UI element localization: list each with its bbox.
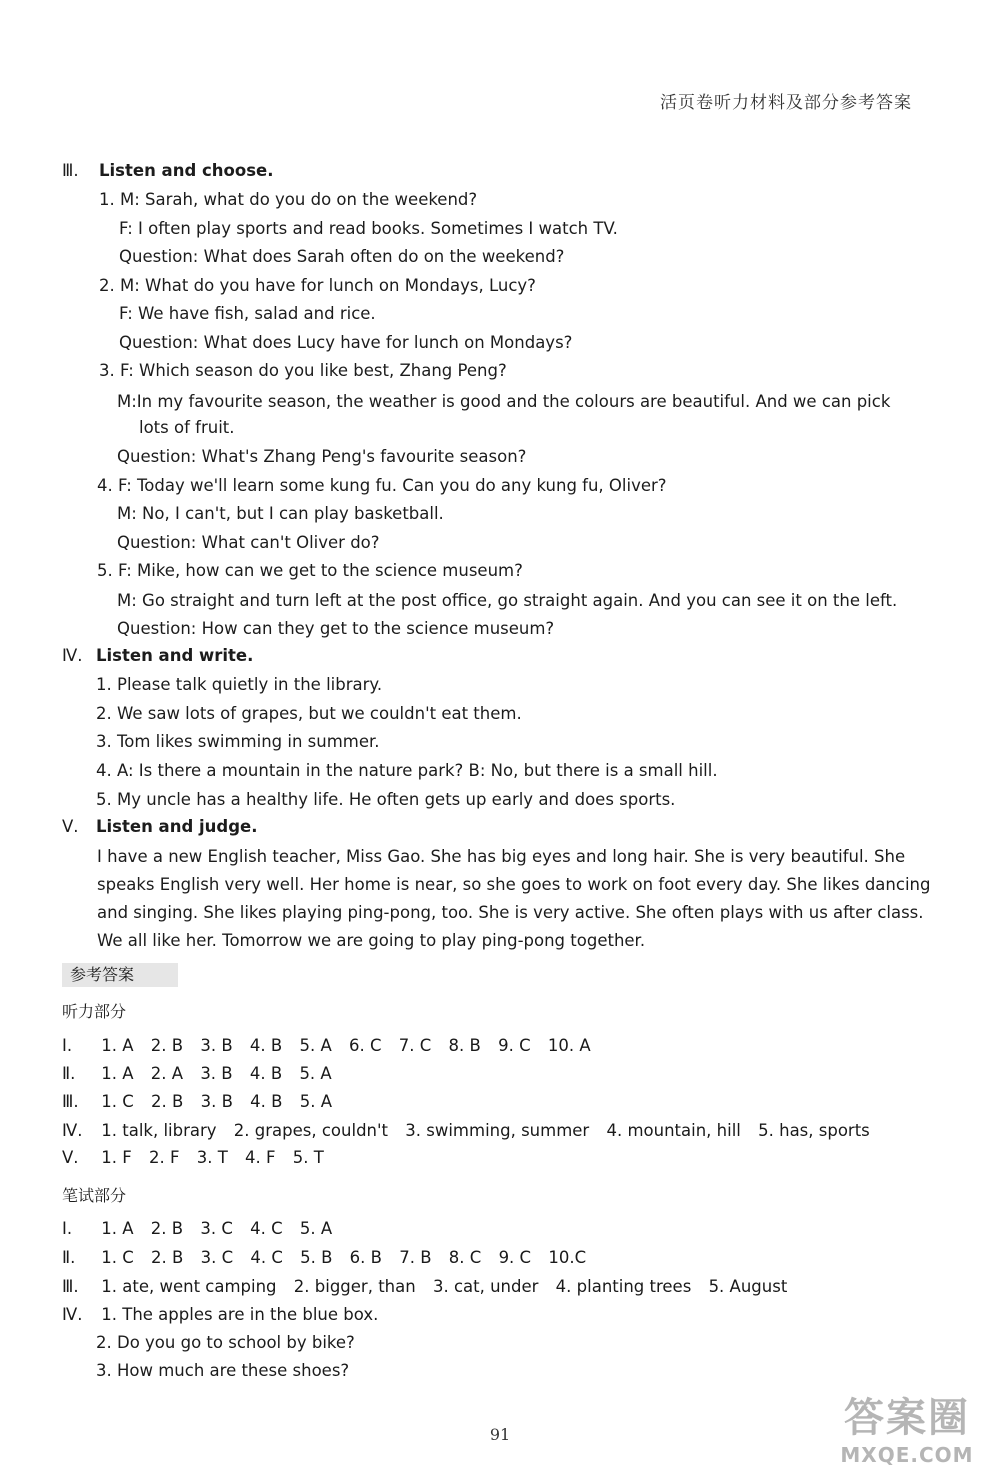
answer-item: 7. B (399, 1248, 432, 1267)
row-number: Ⅱ. (62, 1064, 76, 1083)
passage-line: We all like her. Tomorrow we are going to play ping-pong together. (97, 931, 646, 950)
dialog-line: F: I often play sports and read books. Sometimes I watch TV. (119, 219, 618, 238)
dialog-line: 3. F: Which season do you like best, Zhang Peng? (99, 361, 507, 380)
listening-answer-row (62, 1091, 344, 1113)
passage-line: I have a new English teacher, Miss Gao. She has big eyes and long hair. She is very beautiful. She (97, 847, 906, 866)
written-answer-row (62, 1218, 344, 1240)
dialog-line: M:In my favourite season, the weather is good and the colours are beautiful. And we can pick (117, 392, 891, 411)
answer-item: 1. ate, went camping (101, 1277, 277, 1296)
dialog-line: 4. F: Today we'll learn some kung fu. Can you do any kung fu, Oliver? (97, 476, 667, 495)
answer-item: 3. cat, under (432, 1277, 539, 1296)
dialog-line: 5. F: Mike, how can we get to the science museum? (97, 561, 523, 580)
sentence-line: 3. Tom likes swimming in summer. (96, 732, 380, 751)
dialog-line: 1. M: Sarah, what do you do on the weekend? (99, 190, 478, 209)
answer-item: 2. A (150, 1064, 184, 1083)
answer-item: 2. B (151, 1092, 184, 1111)
section-number: Ⅴ. (62, 817, 79, 836)
answer-item: 3. B (200, 1036, 233, 1055)
answer-item: 2. B (150, 1219, 184, 1238)
answer-item: 8. C (448, 1248, 482, 1267)
answer-item: 1. C (101, 1092, 134, 1111)
section-4-heading (62, 645, 253, 667)
dialog-line-continued: lots of fruit. (139, 418, 235, 437)
question-line: Question: What does Lucy have for lunch on Mondays? (119, 333, 573, 352)
question-line: Question: What's Zhang Peng's favourite season? (117, 447, 527, 466)
written-part-title: 笔试部分 (62, 1186, 127, 1205)
answer-item: 5. T (292, 1148, 324, 1167)
answer-item: 4. planting trees (555, 1277, 692, 1296)
watermark-text: 答案圈 (844, 1395, 970, 1441)
answer-item: 4. B (250, 1092, 283, 1111)
listening-part-title: 听力部分 (62, 1002, 127, 1021)
answer-item: 1. A (101, 1064, 134, 1083)
answer-item: 1. F (101, 1148, 132, 1167)
answer-item: 1. A (101, 1219, 134, 1238)
dialog-line: M: No, I can't, but I can play basketball. (117, 504, 444, 523)
answer-item: 4. C (250, 1248, 283, 1267)
answer-item: 1. talk, library (101, 1121, 217, 1140)
answer-item: 8. B (448, 1036, 481, 1055)
page-header: 活页卷听力材料及部分参考答案 (660, 93, 912, 113)
listening-answer-row (62, 1120, 882, 1142)
answer-item: 3. B (200, 1064, 233, 1083)
dialog-line: M: Go straight and turn left at the post office, go straight again. And you can see it on the left. (117, 591, 898, 610)
answer-item: 2. grapes, couldn't (233, 1121, 389, 1140)
row-number: Ⅱ. (62, 1248, 76, 1267)
answer-item: 5. has, sports (758, 1121, 870, 1140)
answer-item: 5. A (299, 1092, 332, 1111)
page-number: 91 (489, 1425, 511, 1444)
section-title: Listen and write. (96, 646, 254, 665)
watermark-logo (832, 1393, 982, 1473)
answer-item: 5. A (299, 1064, 332, 1083)
answer-item: 9. C (498, 1248, 532, 1267)
answer-item: 2. F (148, 1148, 180, 1167)
row-number: Ⅲ. (62, 1092, 79, 1111)
written-answer-row (62, 1304, 390, 1326)
listening-answer-row (62, 1063, 344, 1085)
passage-line: speaks English very well. Her home is near, so she goes to work on foot every day. She likes dancing (97, 875, 931, 894)
answers-title: 参考答案 (62, 963, 178, 987)
question-line: Question: What does Sarah often do on the weekend? (119, 247, 565, 266)
dialog-line: 2. M: What do you have for lunch on Mondays, Lucy? (99, 276, 536, 295)
answer-item: 3. C (200, 1248, 234, 1267)
answer-item: 1. C (101, 1248, 134, 1267)
sentence-line: 1. Please talk quietly in the library. (96, 675, 383, 694)
written-answer-row (62, 1276, 799, 1298)
section-title: Listen and choose. (99, 161, 274, 180)
answer-item: 1. A (101, 1036, 134, 1055)
answer-sentence: 3. How much are these shoes? (96, 1361, 350, 1380)
answer-item: 6. C (349, 1036, 382, 1055)
listening-answer-row (62, 1035, 603, 1057)
listening-answer-row (62, 1147, 336, 1169)
section-3-heading (62, 160, 273, 182)
row-number: Ⅳ. (62, 1305, 83, 1324)
answer-item: 9. C (498, 1036, 531, 1055)
section-5-heading (62, 816, 257, 838)
answer-item: 4. F (245, 1148, 276, 1167)
row-number: Ⅰ. (62, 1219, 73, 1238)
row-number: Ⅳ. (62, 1121, 83, 1140)
question-line: Question: How can they get to the science museum? (117, 619, 555, 638)
answer-item: 10.C (548, 1248, 587, 1267)
sentence-line: 5. My uncle has a healthy life. He often gets up early and does sports. (96, 790, 676, 809)
section-number: Ⅲ. (62, 161, 79, 180)
answer-item: 3. swimming, summer (405, 1121, 590, 1140)
answer-item: 5. A (299, 1219, 333, 1238)
answer-sentence: 2. Do you go to school by bike? (96, 1333, 355, 1352)
answer-item: 3. B (200, 1092, 233, 1111)
answer-item: 4. mountain, hill (606, 1121, 741, 1140)
row-number: Ⅰ. (62, 1036, 73, 1055)
sentence-line: 4. A: Is there a mountain in the nature park? B: No, but there is a small hill. (96, 761, 718, 780)
written-answer-row (62, 1247, 598, 1269)
answer-item: 3. T (196, 1148, 228, 1167)
answer-item: 5. B (300, 1248, 333, 1267)
answer-item: 4. B (249, 1064, 283, 1083)
question-line: Question: What can't Oliver do? (117, 533, 380, 552)
row-number: Ⅴ. (62, 1148, 79, 1167)
answer-item: 1. The apples are in the blue box. (101, 1305, 379, 1324)
section-title: Listen and judge. (96, 817, 258, 836)
answer-item: 6. B (349, 1248, 382, 1267)
answer-item: 2. B (150, 1036, 184, 1055)
answer-item: 4. B (249, 1036, 283, 1055)
passage-line: and singing. She likes playing ping-pong, too. She is very active. She often plays with us after class. (97, 903, 924, 922)
answer-item: 10. A (547, 1036, 591, 1055)
sentence-line: 2. We saw lots of grapes, but we couldn't eat them. (96, 704, 522, 723)
dialog-line: F: We have fish, salad and rice. (119, 304, 376, 323)
answer-item: 5. August (708, 1277, 788, 1296)
section-number: Ⅳ. (62, 646, 83, 665)
watermark-url: MXQE.COM (840, 1443, 974, 1467)
answer-item: 5. A (299, 1036, 332, 1055)
answer-item: 7. C (398, 1036, 432, 1055)
row-number: Ⅲ. (62, 1277, 79, 1296)
answer-item: 2. bigger, than (293, 1277, 416, 1296)
answer-item: 3. C (200, 1219, 233, 1238)
answer-item: 4. C (250, 1219, 283, 1238)
answer-item: 2. B (151, 1248, 184, 1267)
